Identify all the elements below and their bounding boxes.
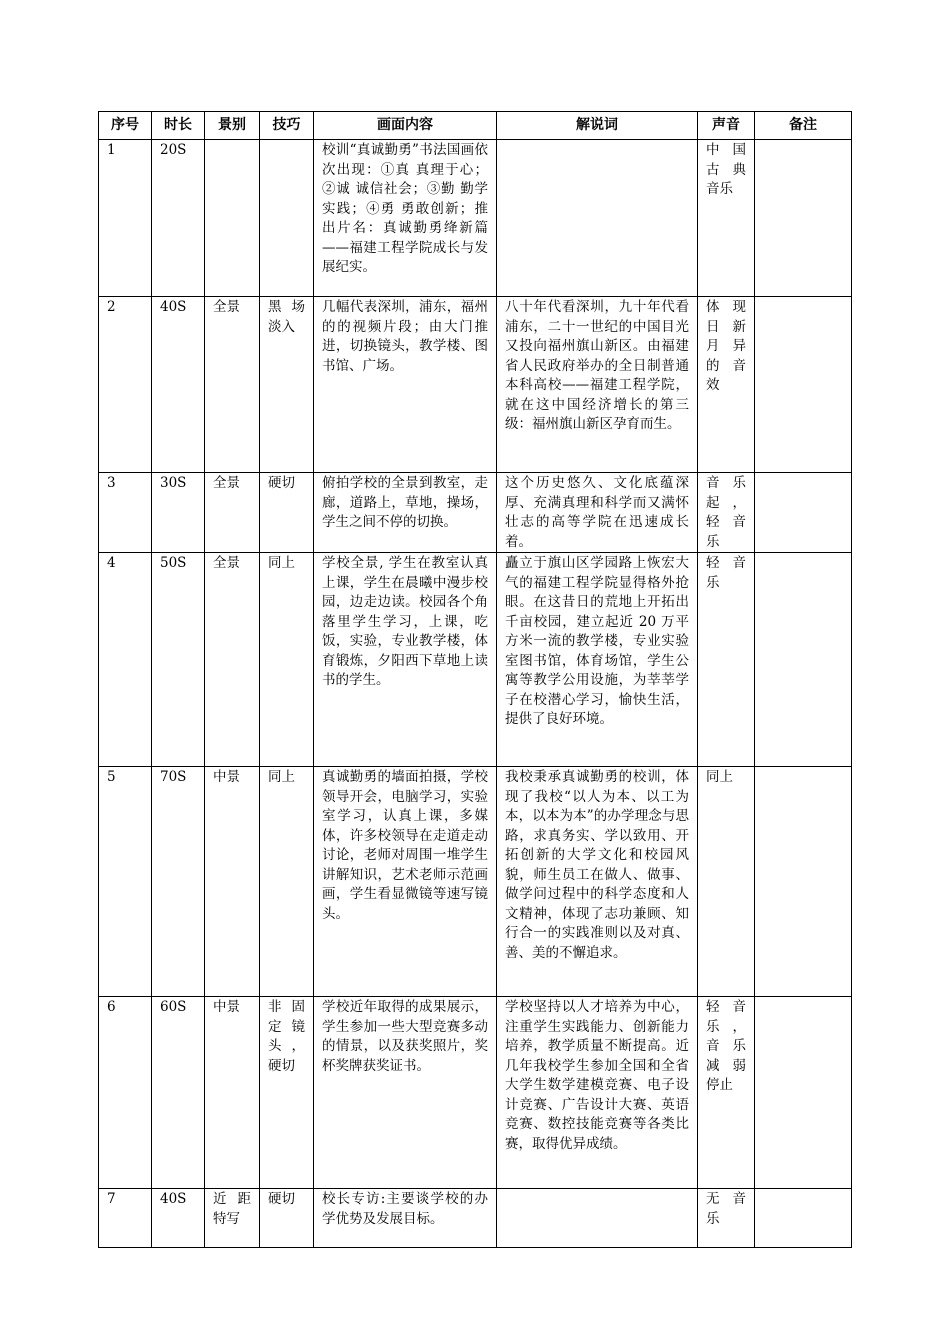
table-row [99,767,852,997]
table-row [99,140,852,297]
cell-scene: 学校全景, 学生在教室认真上课，学生在晨曦中漫步校园，边走边读。校园各个角落里学生学习，上课，吃饭，实验，专业教学楼，体育锻炼，夕阳西下草地上读书的学生。 [314,553,497,767]
cell-duration: 40S [152,297,205,473]
cell-scene: 校训“真诚勤勇”书法国画依次出现：①真 真理于心；②诚 诚信社会；③勤 勤学实践；④勇 勇敢创新；推出片名：真诚勤勇绛新篇——福建工程学院成长与发展纪实。 [314,140,497,297]
cell-scene: 校长专访:主要谈学校的办学优势及发展目标。 [314,1189,497,1248]
cell-index: 7 [99,1189,152,1248]
col-header-duration: 时长 [152,112,205,140]
cell-duration: 60S [152,997,205,1189]
cell-technique: 硬切 [260,1189,314,1248]
cell-shot-size: 中景 [205,767,260,997]
cell-duration: 30S [152,473,205,553]
cell-scene: 学校近年取得的成果展示，学生参加一些大型竞赛多动的情景，以及获奖照片，奖杯奖牌获奖证书。 [314,997,497,1189]
cell-duration: 50S [152,553,205,767]
cell-narration: 学校坚持以人才培养为中心，注重学生实践能力、创新能力培养，教学质量不断提高。近几年我校学生参加全国和全省大学生数学建模竞赛、电子设计竞赛、广告设计大赛、英语竞赛、数控技能竞赛等各类比赛，取得优异成绩。 [497,997,698,1189]
cell-shot-size: 中景 [205,997,260,1189]
cell-scene: 几幅代表深圳，浦东，福州的的视频片段；由大门推进，切换镜头，教学楼、图书馆、广场。 [314,297,497,473]
cell-scene: 真诚勤勇的墙面拍摄，学校领导开会，电脑学习，实验室学习，认真上课，多媒体，许多校领导在走道走动讨论，老师对周围一堆学生讲解知识，艺术老师示范画画，学生看显微镜等速写镜头。 [314,767,497,997]
cell-technique: 同上 [260,767,314,997]
cell-shot-size [205,140,260,297]
col-header-technique: 技巧 [260,112,314,140]
col-header-shot-size: 景别 [205,112,260,140]
cell-sound: 中国古典音乐 [698,140,755,297]
col-header-narration: 解说词 [497,112,698,140]
cell-narration: 矗立于旗山区学园路上恢宏大气的福建工程学院显得格外抢眼。在这昔日的荒地上开拓出千亩校园，建立起近 20 万平方米一流的教学楼，专业实验室图书馆，体育场馆，学生公寓等教学公用设施，为莘莘学子在校潜心学习，愉快生活，提供了良好环境。 [497,553,698,767]
col-header-sound: 声音 [698,112,755,140]
cell-duration: 40S [152,1189,205,1248]
cell-technique: 硬切 [260,473,314,553]
cell-notes [755,1189,852,1248]
cell-sound: 无音乐 [698,1189,755,1248]
cell-notes [755,767,852,997]
header-row [99,112,852,140]
cell-technique: 同上 [260,553,314,767]
cell-index: 5 [99,767,152,997]
cell-duration: 20S [152,140,205,297]
cell-index: 6 [99,997,152,1189]
cell-scene: 俯拍学校的全景到教室，走廊，道路上，草地，操场，学生之间不停的切换。 [314,473,497,553]
col-header-notes: 备注 [755,112,852,140]
table-row [99,553,852,767]
cell-sound: 音乐起，轻音乐 [698,473,755,553]
cell-narration [497,140,698,297]
cell-technique: 非固定镜头，硬切 [260,997,314,1189]
cell-notes [755,997,852,1189]
cell-sound: 轻音乐，音乐减弱停止 [698,997,755,1189]
cell-sound: 体现日新月异的音效 [698,297,755,473]
cell-notes [755,553,852,767]
cell-sound: 轻音乐 [698,553,755,767]
cell-shot-size: 全景 [205,473,260,553]
cell-index: 4 [99,553,152,767]
cell-notes [755,473,852,553]
cell-shot-size: 全景 [205,553,260,767]
cell-notes [755,140,852,297]
cell-notes [755,297,852,473]
table-row [99,297,852,473]
cell-narration: 这个历史悠久、文化底蕴深厚、充满真理和科学而又满怀壮志的高等学院在迅速成长着。 [497,473,698,553]
cell-duration: 70S [152,767,205,997]
table-row [99,997,852,1189]
cell-index: 3 [99,473,152,553]
cell-shot-size: 全景 [205,297,260,473]
cell-sound: 同上 [698,767,755,997]
col-header-scene: 画面内容 [314,112,497,140]
col-header-index: 序号 [99,112,152,140]
cell-narration: 我校秉承真诚勤勇的校训，体现了我校“以人为本、以工为本，以本为本”的办学理念与思路，求真务实、学以致用、开拓创新的大学文化和校园风貌，师生员工在做人、做事、做学问过程中的科学态度和人文精神，体现了志功兼顾、知行合一的实践准则以及对真、善、美的不懈追求。 [497,767,698,997]
cell-narration: 八十年代看深圳，九十年代看浦东，二十一世纪的中国目光又投向福州旗山新区。由福建省人民政府举办的全日制普通本科高校——福建工程学院，就在这中国经济增长的第三级：福州旗山新区孕育而生。 [497,297,698,473]
shooting-script-table [98,111,852,1248]
table-row [99,473,852,553]
cell-technique [260,140,314,297]
cell-index: 2 [99,297,152,473]
cell-technique: 黑场淡入 [260,297,314,473]
cell-index: 1 [99,140,152,297]
table-row [99,1189,852,1248]
cell-narration [497,1189,698,1248]
cell-shot-size: 近距特写 [205,1189,260,1248]
